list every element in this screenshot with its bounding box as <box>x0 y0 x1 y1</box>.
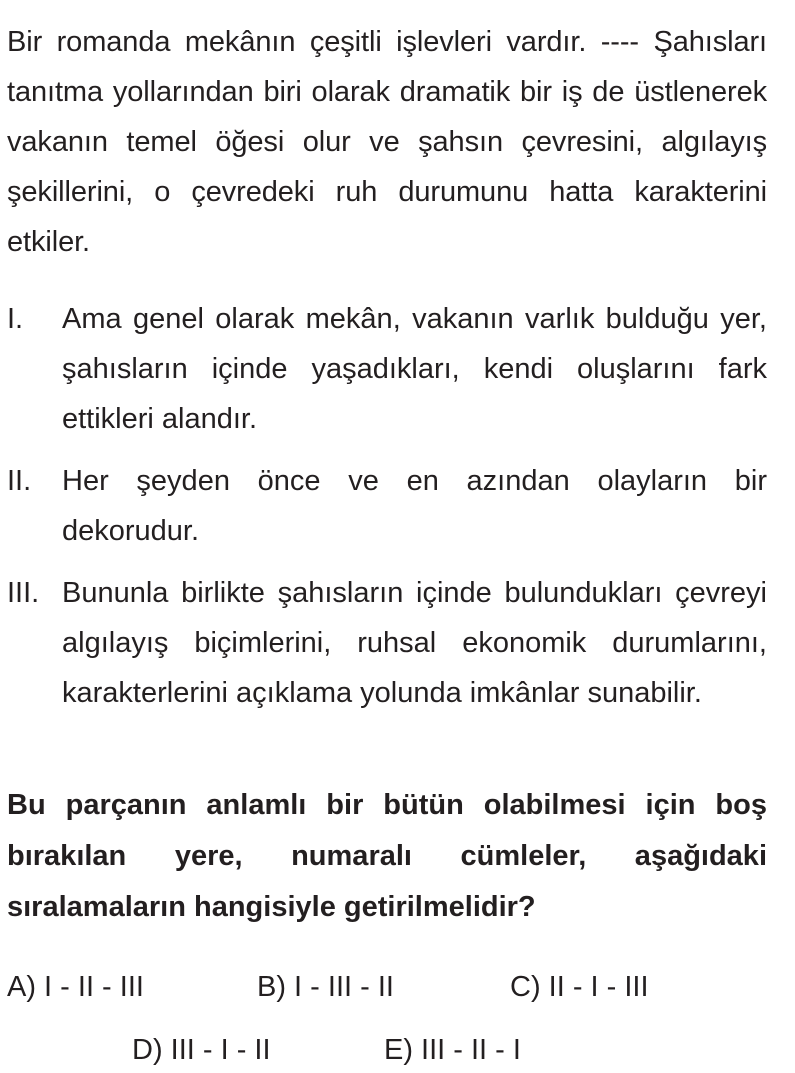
sentence-number: III. <box>7 577 40 609</box>
option-c[interactable]: C) II - I - III <box>510 971 649 1003</box>
sentence-text: Bununla birlikte şahısların içinde bulundukları çevreyi algılayış biçimlerini, ruhsal ekonomik durumlarını, karakterlerini açıklama yolunda imkânlar sunabilir. <box>62 577 767 709</box>
option-b[interactable]: B) I - III - II <box>257 971 394 1003</box>
intro-paragraph: Bir romanda mekânın çeşitli işlevleri vardır. ---- Şahısları tanıtma yollarından biri olarak dramatik bir iş de üstlenerek vakanın temel öğesi olur ve şahsın çevresini, algılayış şekillerini, o çevredeki ruh durumunu hatta karakterini etkiler. <box>7 26 767 258</box>
sentence-number: II. <box>7 465 32 497</box>
option-a[interactable]: A) I - II - III <box>7 971 144 1003</box>
numbered-sentence-3 <box>7 568 767 718</box>
option-d[interactable]: D) III - I - II <box>132 1034 271 1066</box>
sentence-number: I. <box>7 303 24 335</box>
sentence-text: Ama genel olarak mekân, vakanın varlık bulduğu yer, şahısların içinde yaşadıkları, kendi oluşlarını fark ettikleri alandır. <box>62 303 767 435</box>
numbered-sentence-2 <box>7 456 767 556</box>
option-e[interactable]: E) III - II - I <box>384 1034 521 1066</box>
question-stem: Bu parçanın anlamlı bir bütün olabilmesi için boş bırakılan yere, numaralı cümleler, aşağıdaki sıralamaların hangisiyle getirilmelidir? <box>7 789 767 923</box>
numbered-sentence-1 <box>7 294 767 444</box>
sentence-text: Her şeyden önce ve en azından olayların bir dekorudur. <box>62 465 767 547</box>
